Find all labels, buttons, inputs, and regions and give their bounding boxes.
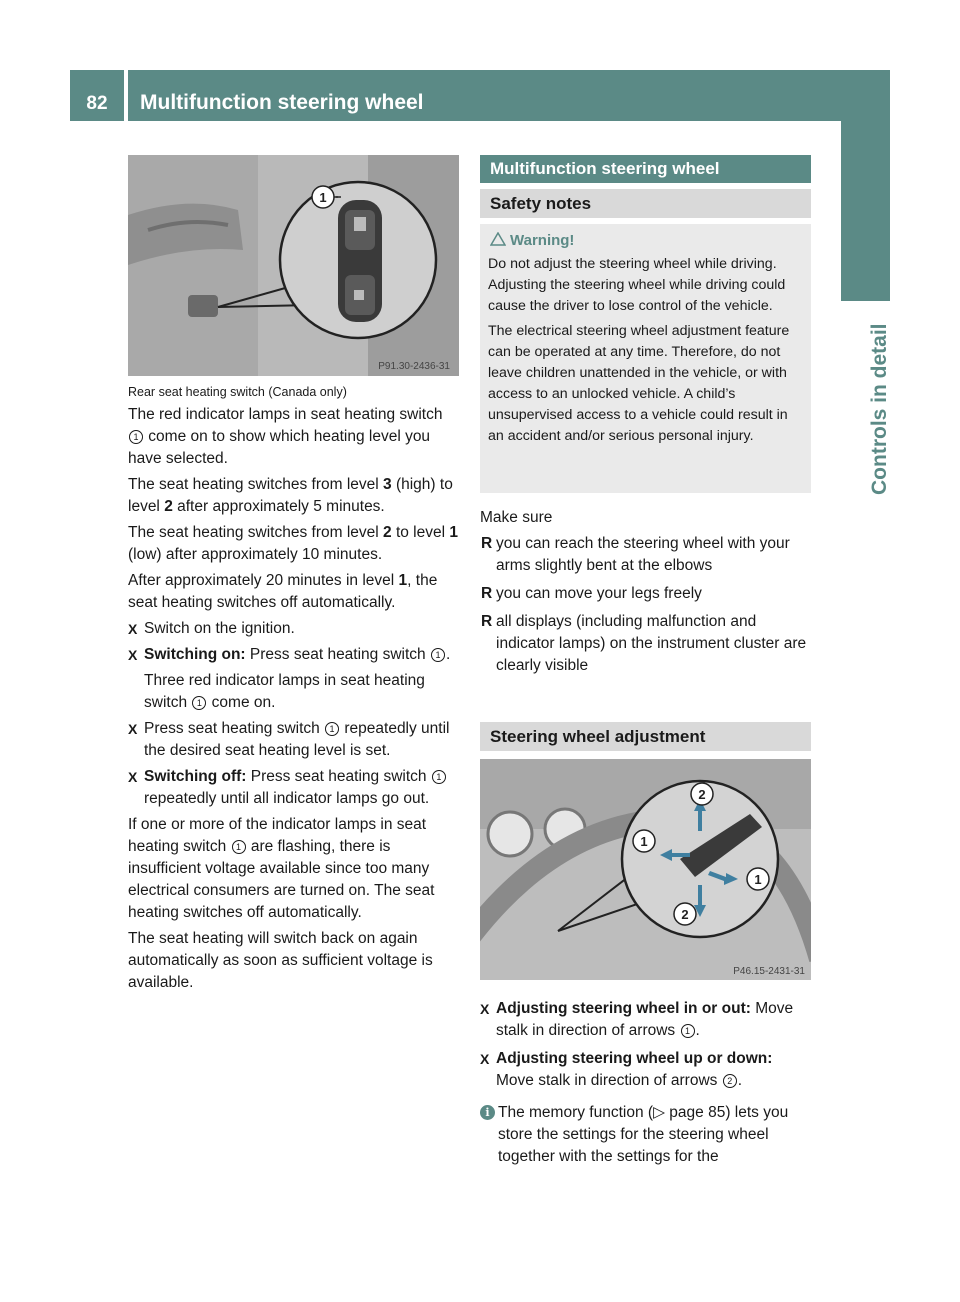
step-arrow-icon: X bbox=[128, 647, 138, 663]
page-number: 82 bbox=[86, 93, 108, 114]
warning-title: Warning! bbox=[488, 230, 805, 251]
callout-1: 1 bbox=[325, 722, 339, 736]
chapter-label: Controls in detail bbox=[868, 323, 891, 495]
callout-1: 1 bbox=[432, 770, 446, 784]
photo-callout-1: 1 bbox=[754, 872, 762, 887]
photo-callout-1: 1 bbox=[640, 834, 648, 849]
photo-code: P46.15-2431-31 bbox=[733, 966, 805, 977]
section-heading: Multifunction steering wheel bbox=[480, 155, 811, 183]
bullet-icon: R bbox=[481, 613, 493, 630]
bullet-icon: R bbox=[481, 585, 493, 602]
page-ref-icon: ▷ bbox=[653, 1104, 665, 1121]
photo-callout-2: 2 bbox=[681, 907, 689, 922]
paragraph: The red indicator lamps in seat heating switch 1 come on to show which heating level you have selected. bbox=[128, 406, 443, 467]
step-arrow-icon: X bbox=[480, 1051, 490, 1067]
step-item: X Switching off: Press seat heating switch 1 repeatedly until all indicator lamps go out. bbox=[128, 766, 460, 810]
photo-callout-1: 1 bbox=[319, 190, 327, 205]
step-item: X Switching on: Press seat heating switch 1 . Three red indicator lamps in seat heating switch 1 come on. bbox=[128, 644, 460, 714]
photo-caption: Rear seat heating switch (Canada only) bbox=[128, 385, 347, 399]
subsection-heading-safety: Safety notes bbox=[480, 189, 811, 218]
callout-2: 2 bbox=[723, 1074, 737, 1088]
paragraph: The seat heating switches from level 3 (high) to level 2 after approximately 5 minutes. bbox=[128, 476, 453, 515]
paragraph: The seat heating will switch back on again automatically as soon as sufficient voltage is available. bbox=[128, 930, 433, 991]
list-item: R you can move your legs freely bbox=[480, 583, 812, 605]
adjustment-steps bbox=[480, 998, 812, 1168]
paragraph: Make sure bbox=[480, 509, 553, 526]
callout-1: 1 bbox=[431, 648, 445, 662]
info-icon: i bbox=[480, 1105, 495, 1120]
callout-1: 1 bbox=[681, 1024, 695, 1038]
requirements-list bbox=[480, 507, 812, 683]
warning-triangle-icon bbox=[490, 232, 506, 246]
callout-1: 1 bbox=[232, 840, 246, 854]
paragraph: If one or more of the indicator lamps in seat heating switch 1 are flashing, there is insufficient voltage available since too many electrical consumers are turned on. The seat heating switches off automatically. bbox=[128, 816, 435, 921]
step-item: X Switch on the ignition. bbox=[128, 618, 460, 640]
header-divider bbox=[124, 70, 128, 121]
bullet-icon: R bbox=[481, 535, 493, 552]
step-item: X Adjusting steering wheel up or down: Move stalk in direction of arrows 2 . bbox=[480, 1050, 773, 1089]
paragraph: The seat heating switches from level 2 to level 1 (low) after approximately 10 minutes. bbox=[128, 524, 458, 563]
step-arrow-icon: X bbox=[480, 1001, 490, 1017]
subsection-heading-adjustment: Steering wheel adjustment bbox=[480, 722, 811, 751]
callout-1: 1 bbox=[192, 696, 206, 710]
seat-heating-switch-photo bbox=[128, 155, 459, 376]
step-subtext: Three red indicator lamps in seat heating switch 1 come on. bbox=[144, 672, 425, 711]
warning-text: Do not adjust the steering wheel while driving. Adjusting the steering wheel while driving could cause the driver to lose control of the vehicle. bbox=[488, 256, 786, 314]
photo-code: P91.30-2436-31 bbox=[378, 361, 450, 372]
step-arrow-icon: X bbox=[128, 621, 138, 637]
side-tab bbox=[841, 121, 890, 301]
step-arrow-icon: X bbox=[128, 721, 138, 737]
warning-box bbox=[480, 224, 811, 493]
list-item: R all displays (including malfunction and indicator lamps) on the instrument cluster are clearly visible bbox=[481, 613, 807, 674]
photo-callout-2: 2 bbox=[698, 787, 706, 802]
list-item: R you can reach the steering wheel with your arms slightly bent at the elbows bbox=[481, 535, 790, 574]
callout-1: 1 bbox=[129, 430, 143, 444]
left-column bbox=[128, 384, 460, 998]
step-arrow-icon: X bbox=[128, 769, 138, 785]
step-item: X Adjusting steering wheel in or out: Move stalk in direction of arrows 1 . bbox=[480, 1000, 794, 1039]
page-title: Multifunction steering wheel bbox=[140, 91, 424, 114]
warning-text: The electrical steering wheel adjustment feature can be operated at any time. Therefore, do not leave children unattended in the vehicle, or with access to an unlocked vehicle. A child’s unsupervised access to a vehicle could result in an accident and/or serious personal injury. bbox=[488, 323, 790, 444]
info-note: i The memory function (▷ page 85) lets you store the settings for the steering wheel together with the settings for the bbox=[480, 1102, 812, 1168]
step-item: X Press seat heating switch 1 repeatedly until the desired seat heating level is set. bbox=[128, 720, 450, 759]
steering-wheel-photo bbox=[480, 759, 811, 980]
paragraph: After approximately 20 minutes in level 1, the seat heating switches off automatically. bbox=[128, 572, 438, 611]
